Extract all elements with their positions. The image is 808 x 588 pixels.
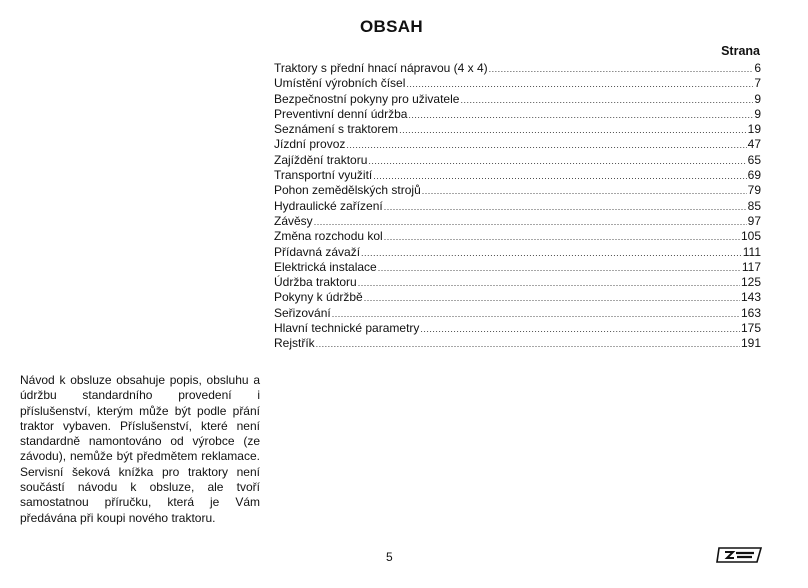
table-of-contents — [274, 61, 761, 352]
toc-entry-label: Jízdní provoz — [274, 137, 346, 152]
toc-entry-page: 175 — [740, 321, 761, 336]
toc-entry-page: 111 — [742, 244, 761, 259]
toc-leader-dots — [316, 337, 740, 352]
toc-entry-label: Preventivní denní údržba — [274, 106, 408, 121]
toc-entry-label: Pokyny k údržbě — [274, 290, 363, 305]
zetor-logo-icon — [716, 546, 764, 564]
toc-entry — [274, 306, 761, 321]
toc-entry-page: 125 — [740, 275, 761, 290]
toc-entry — [274, 137, 761, 152]
page-title: OBSAH — [360, 17, 423, 36]
toc-entry — [274, 92, 761, 107]
toc-entry — [274, 122, 761, 137]
toc-entry-page: 97 — [747, 213, 761, 228]
toc-leader-dots — [364, 291, 740, 306]
toc-entry — [274, 61, 761, 76]
toc-entry-page: 9 — [754, 91, 761, 106]
toc-entry — [274, 153, 761, 168]
toc-entry — [274, 229, 761, 244]
toc-leader-dots — [384, 200, 747, 215]
toc-entry — [274, 245, 761, 260]
toc-entry — [274, 199, 761, 214]
toc-entry-page: 163 — [740, 305, 761, 320]
toc-entry-page: 47 — [747, 137, 761, 152]
toc-leader-dots — [358, 276, 740, 291]
toc-leader-dots — [346, 138, 746, 153]
toc-entry — [274, 336, 761, 351]
toc-entry — [274, 321, 761, 336]
toc-entry-label: Bezpečnostní pokyny pro uživatele — [274, 91, 460, 106]
toc-entry-label: Pohon zemědělských strojů — [274, 183, 421, 198]
toc-entry-label: Údržba traktoru — [274, 275, 357, 290]
toc-leader-dots — [368, 154, 746, 169]
page-number: 5 — [386, 550, 393, 564]
toc-entry — [274, 107, 761, 122]
toc-entry-label: Rejstřík — [274, 336, 315, 351]
toc-entry-page: 117 — [741, 259, 761, 274]
page-column-label: Strana — [721, 44, 760, 58]
toc-entry — [274, 275, 761, 290]
toc-entry-label: Transportní využití — [274, 168, 373, 183]
toc-entry-label: Hlavní technické parametry — [274, 321, 420, 336]
toc-entry — [274, 290, 761, 305]
toc-entry — [274, 76, 761, 91]
toc-entry-label: Změna rozchodu kol — [274, 229, 383, 244]
toc-leader-dots — [378, 261, 741, 276]
toc-entry — [274, 168, 761, 183]
toc-entry-label: Hydraulické zařízení — [274, 198, 383, 213]
toc-entry-page: 143 — [740, 290, 761, 305]
toc-leader-dots — [460, 93, 753, 108]
toc-leader-dots — [399, 123, 747, 138]
toc-leader-dots — [420, 322, 740, 337]
toc-entry-page: 7 — [754, 76, 761, 91]
toc-entry-page: 105 — [740, 229, 761, 244]
toc-entry-page: 6 — [754, 61, 761, 75]
toc-entry-label: Traktory s přední hnací nápravou (4 x 4) — [274, 61, 488, 75]
toc-entry-page: 85 — [747, 198, 761, 213]
toc-entry-page: 191 — [740, 336, 761, 351]
toc-leader-dots — [373, 169, 746, 184]
toc-entry-label: Závěsy — [274, 213, 313, 228]
toc-entry-label: Seznámení s traktorem — [274, 122, 399, 137]
toc-leader-dots — [384, 230, 740, 245]
intro-paragraph: Návod k obsluze obsahuje popis, obsluhu a údržbu standardního provedení i příslušenství, kterým může být podle přání traktor vybaven. Příslušenství, které není standardně namontováno od výrobce (ze závodu), nemůže být předmětem reklamace. Servisní šeková knížka pro traktory není součástí návodu k obsluze, ale tvoří samostatnou příručku, která je Vám předávána při koupi nového traktoru. — [20, 373, 260, 525]
toc-entry — [274, 183, 761, 198]
toc-leader-dots — [408, 108, 753, 123]
toc-entry-label: Umístění výrobních čísel — [274, 76, 406, 91]
toc-leader-dots — [361, 246, 742, 261]
toc-entry-label: Zajíždění traktoru — [274, 152, 368, 167]
toc-leader-dots — [422, 184, 747, 199]
toc-entry-label: Elektrická instalace — [274, 259, 377, 274]
toc-leader-dots — [332, 307, 740, 322]
toc-entry-label: Seřizování — [274, 305, 331, 320]
toc-entry-page: 69 — [747, 168, 761, 183]
toc-entry-page: 19 — [747, 122, 761, 137]
toc-entry-label: Přídavná závaží — [274, 244, 361, 259]
toc-leader-dots — [489, 62, 754, 77]
toc-entry — [274, 260, 761, 275]
toc-leader-dots — [314, 215, 747, 230]
toc-entry-page: 79 — [747, 183, 761, 198]
toc-entry-page: 9 — [754, 106, 761, 121]
toc-entry — [274, 214, 761, 229]
toc-entry-page: 65 — [747, 152, 761, 167]
toc-leader-dots — [406, 77, 753, 92]
